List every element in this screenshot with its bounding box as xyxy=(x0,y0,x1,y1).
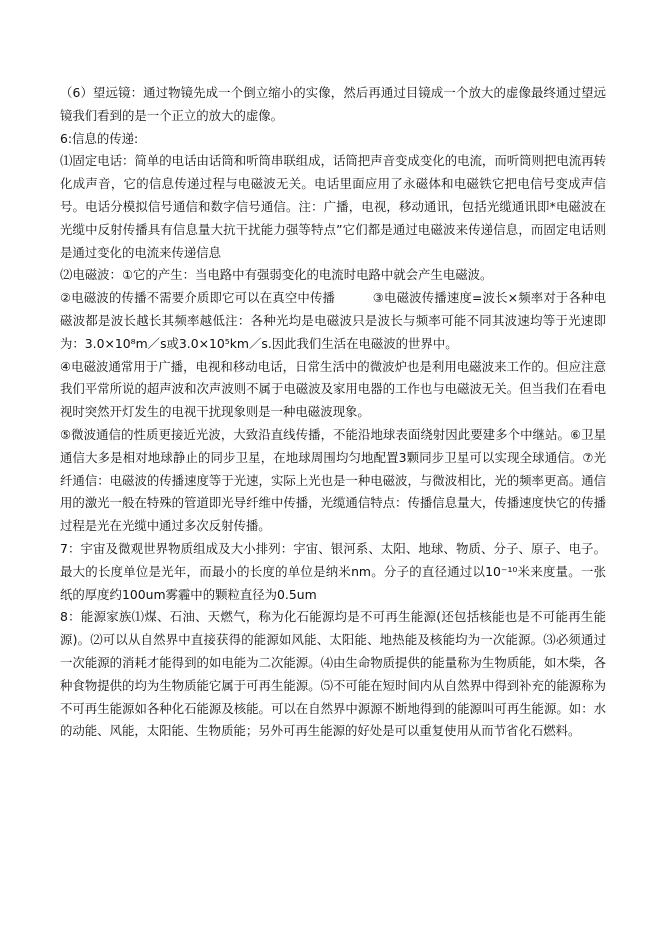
document-page xyxy=(60,82,606,743)
paragraph-fixed-telephone: ⑴固定电话：简单的电话由话筒和听筒串联组成，话筒把声音变成变化的电流，而听筒则把电流再转化成声音，它的信息传递过程与电磁波无关。电话里面应用了永磁体和电磁铁它把电信号变成声信号。电话分模拟信号通信和数字信号通信。注：广播，电视，移动通讯，包括光缆通讯即*电磁波在光缆中反射传播具有信息量大抗干扰能力强等特点”它们都是通过电磁波来传递信息，而固定电话则是通过变化的电流来传递信息 xyxy=(60,153,606,260)
paragraph-em-wave-uses: ④电磁波通常用于广播，电视和移动电话，日常生活中的微波炉也是利用电磁波来工作的。但应注意我们平常所说的超声波和次声波则不属于电磁波及家用电器的工作也与电磁波无关。但当我们在看电视时突然开灯发生的电视干扰现象则是一种电磁波现象。 xyxy=(60,358,606,420)
paragraph-em-wave-propagation: ②电磁波的传播不需要介质即它可以在真空中传播 ③电磁波传播速度=波长×频率对于各种电磁波都是波长越长其频率越低注：各种光均是电磁波只是波长与频率可能不同其波速均等于光速即为：3.0×10⁸m／s或3.0×10⁵km／s.因此我们生活在电磁波的世界中。 xyxy=(60,290,606,351)
heading-information-transfer: 6:信息的传递: xyxy=(60,130,139,146)
paragraph-em-wave-origin: ⑵电磁波：①它的产生：当电路中有强弱变化的电流时电路中就会产生电磁波。 xyxy=(60,267,493,283)
paragraph-energy-family: 8：能源家族⑴煤、石油、天燃气，称为化石能源均是不可再生能源(还包括核能也是不可能再生能源)。⑵可以从自然界中直接获得的能源如风能、太阳能、地热能及核能均为一次能源。⑶必须通过一次能源的消耗才能得到的如电能为二次能源。⑷由生命物质提供的能量称为生物质能，如木柴，各种食物提供的均为生物质能它属于可再生能源。⑸不可能在短时间内从自然界中得到补充的能源称为不可再生能源如各种化石能源及核能。可以在自然界中源源不断地得到的能源叫可再生能源。如：水的动能、风能，太阳能、生物质能；另外可再生能源的好处是可以重复使用从而节省化石燃料。 xyxy=(60,609,606,739)
paragraph-universe-scale: 7：宇宙及微观世界物质组成及大小排列：宇宙、银河系、太阳、地球、物质、分子、原子、电子。最大的长度单位是光年，而最小的长度的单位是纳米nm。分子的直径通过以10⁻¹⁰米来度量。一张纸的厚度约100um雾霾中的颗粒直径为0.5um xyxy=(60,540,606,602)
paragraph-microwave-satellite-fiber: ⑤微波通信的性质更接近光波，大致沿直线传播，不能沿地球表面绕射因此要建多个中继站。⑥卫星通信大多是相对地球静止的同步卫星，在地球周围均匀地配置3颗同步卫星可以实现全球通信。⑦光纤通信：电磁波的传播速度等于光速，实际上光也是一种电磁波，与微波相比，光的频率更高。通信用的激光一般在特殊的管道即光导纤维中传播，光缆通信特点：传播信息量大，传播速度快它的传播过程是光在光缆中通过多次反射传播。 xyxy=(60,426,606,534)
paragraph-telescope: （6）望远镜：通过物镜先成一个倒立缩小的实像，然后再通过目镜成一个放大的虚像最终通过望远镜我们看到的是一个正立的放大的虚像。 xyxy=(60,85,606,123)
